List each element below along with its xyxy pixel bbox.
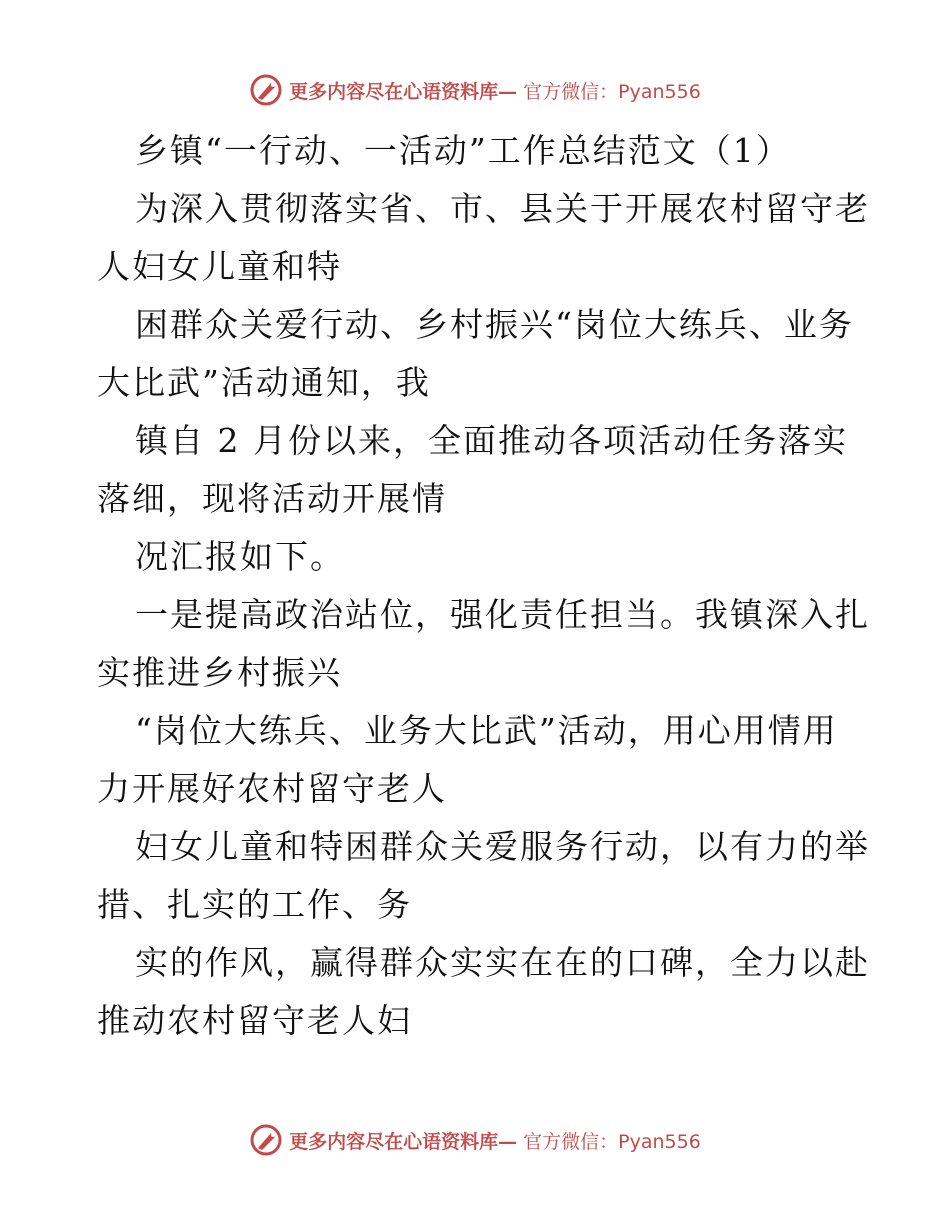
text-line: 乡镇“一行动、一活动”工作总结范文（1）: [135, 131, 791, 170]
text-line: 实的作风，赢得群众实实在在的口碑，全力以赴: [135, 943, 870, 982]
text-line: 大比武”活动通知，我: [97, 363, 431, 402]
text-line: 人妇女儿童和特: [97, 247, 342, 286]
text-line: 困群众关爱行动、乡村振兴“岗位大练兵、业务: [135, 305, 854, 344]
header-banner: [0, 70, 950, 110]
text-line: 况汇报如下。: [135, 537, 345, 576]
document-body: [97, 122, 870, 1050]
banner-wechat: 官方微信：Pyan556: [523, 80, 701, 103]
footer-banner: [0, 1120, 950, 1160]
text-line: 措、扎实的工作、务: [97, 885, 412, 924]
text-line: 为深入贯彻落实省、市、县关于开展农村留守老: [135, 189, 870, 228]
text-line: 一是提高政治站位，强化责任担当。我镇深入扎: [135, 595, 870, 634]
pen-nib-logo-icon: [249, 73, 283, 107]
text-line: 镇自 2 月份以来，全面推动各项活动任务落实: [135, 421, 848, 460]
pen-nib-logo-icon: [249, 1123, 283, 1157]
text-line: “岗位大练兵、业务大比武”活动，用心用情用: [135, 711, 838, 750]
banner-wechat: 官方微信：Pyan556: [523, 1130, 701, 1153]
text-line: 力开展好农村留守老人: [97, 769, 447, 808]
text-line: 实推进乡村振兴: [97, 653, 342, 692]
text-line: 妇女儿童和特困群众关爱服务行动，以有力的举: [135, 827, 870, 866]
text-line: 落细，现将活动开展情: [97, 479, 447, 518]
text-line: 推动农村留守老人妇: [97, 1001, 412, 1040]
banner-text: 更多内容尽在心语资料库—: [289, 80, 518, 103]
banner-text: 更多内容尽在心语资料库—: [289, 1130, 518, 1153]
